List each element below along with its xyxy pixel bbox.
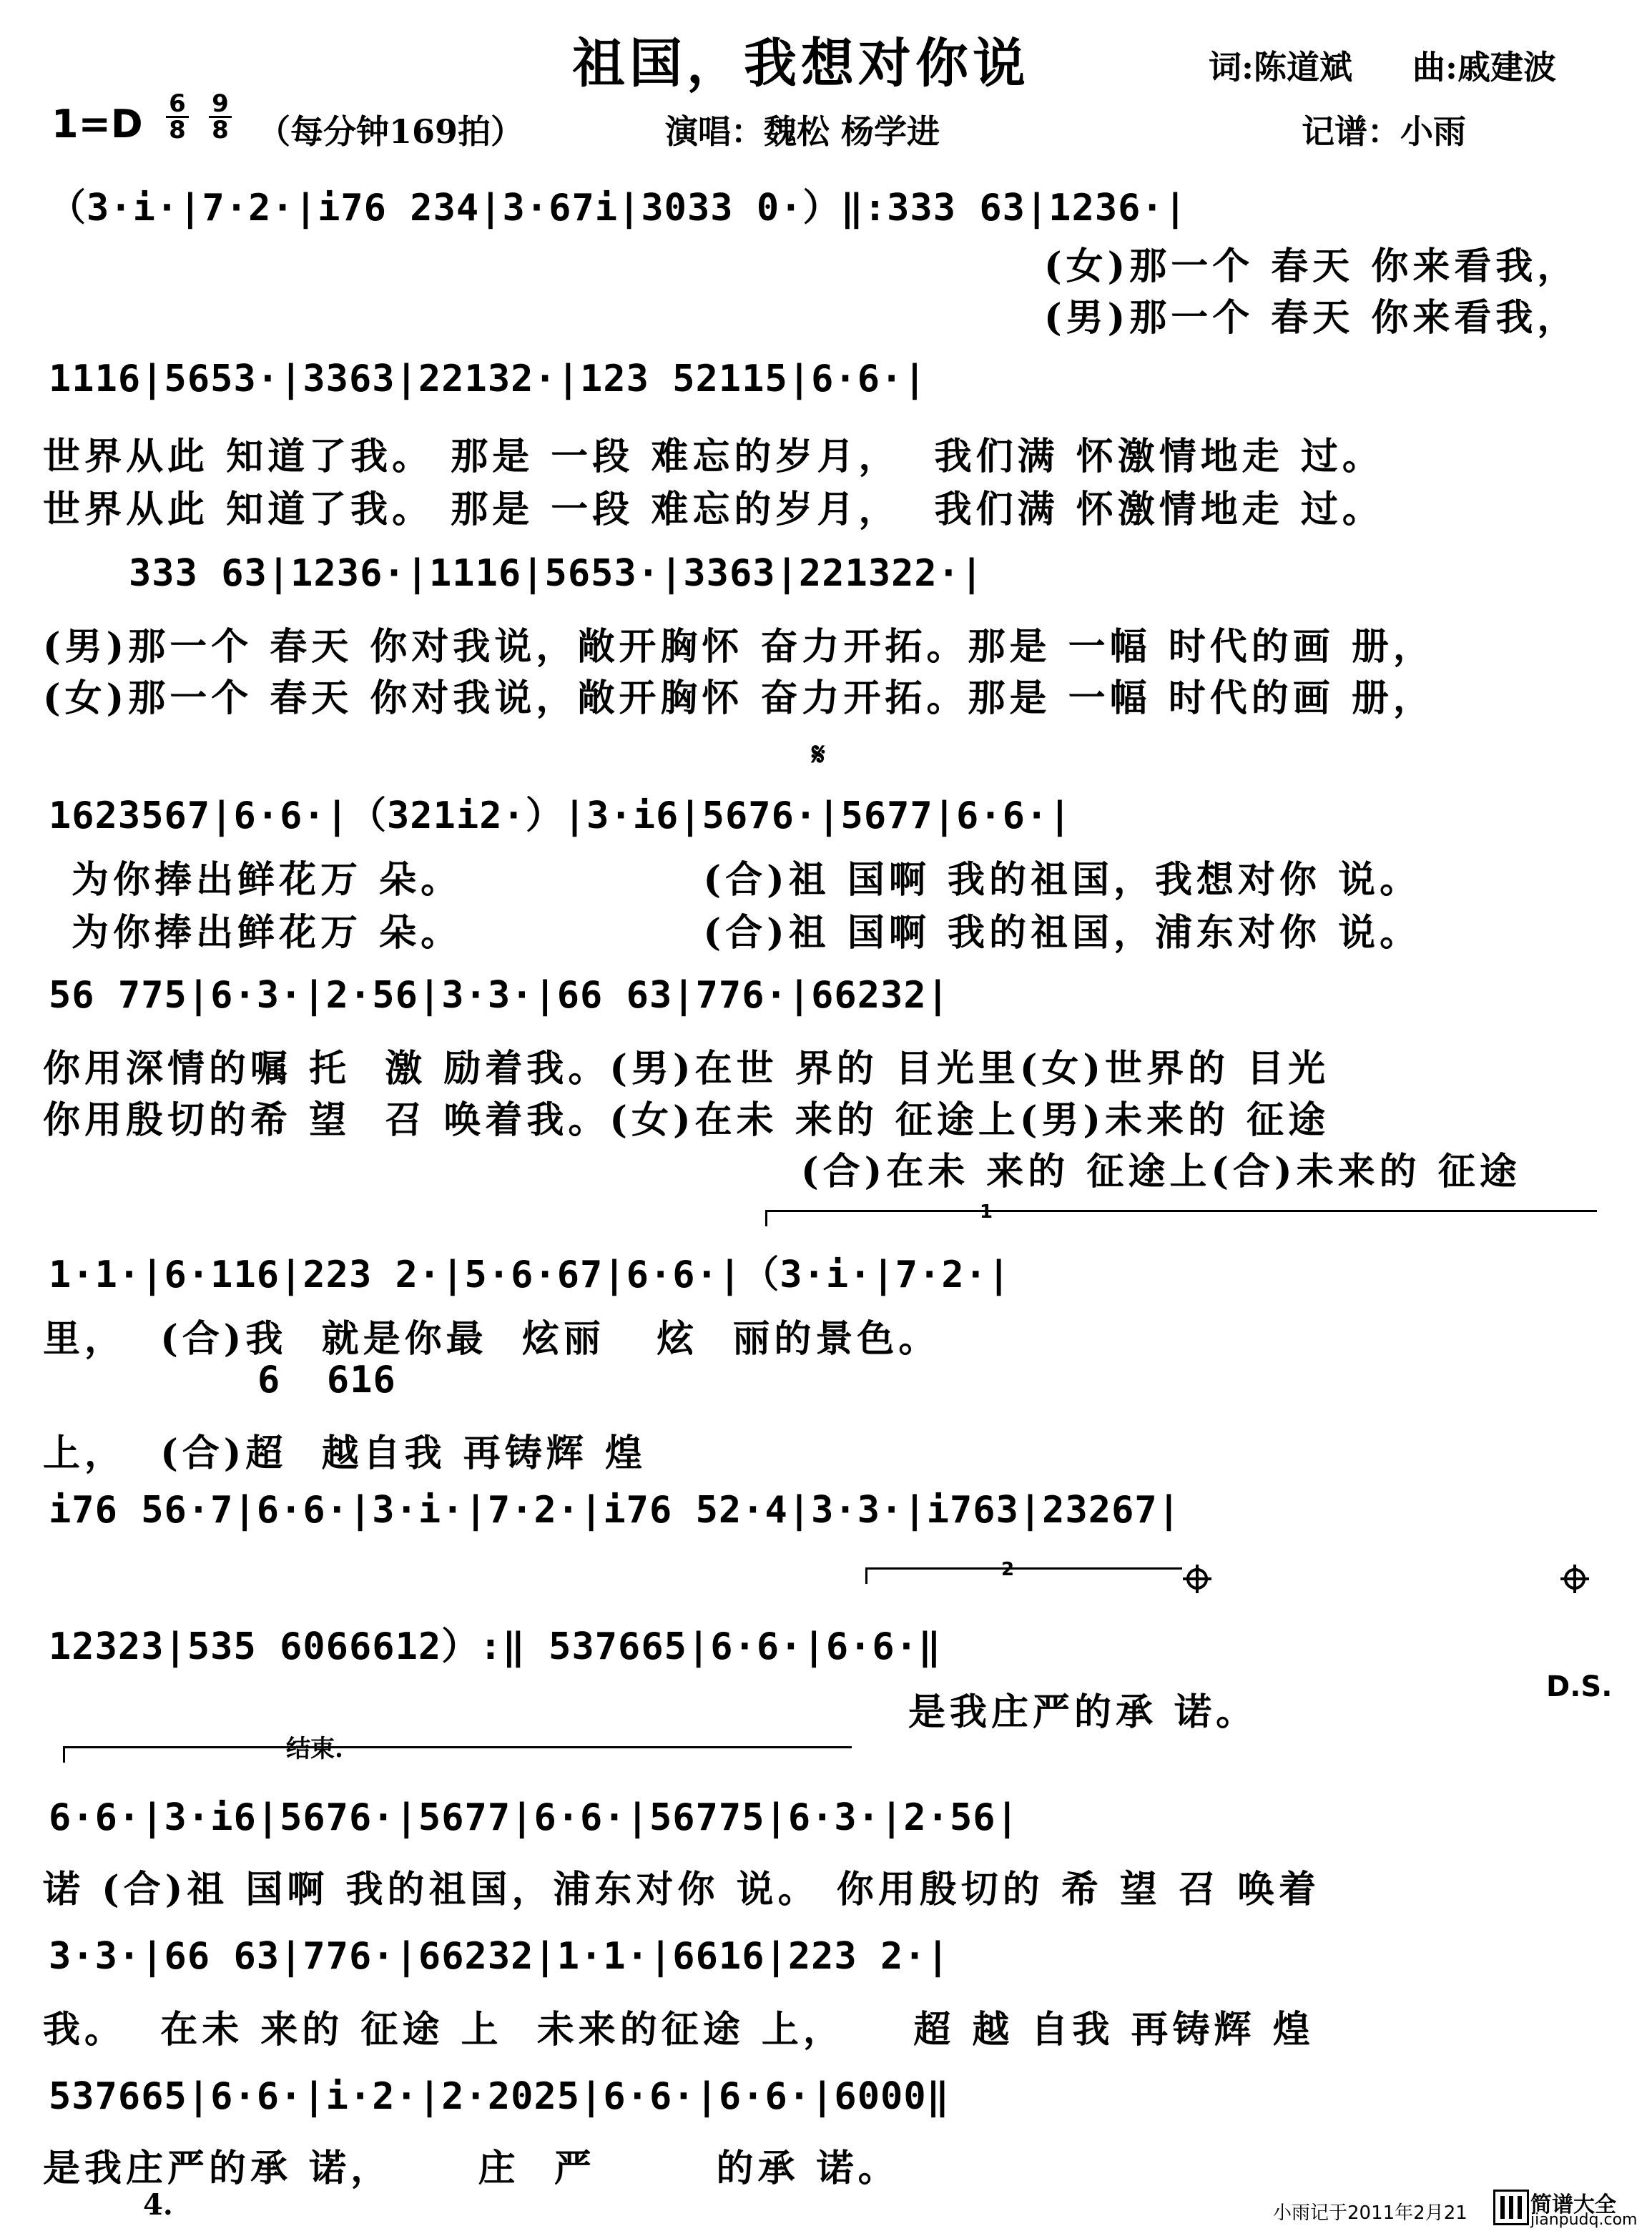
volta-1-number: 1 [980,1201,993,1223]
time-signature-9-8: $\frac{9}{8}$ [209,92,232,142]
notation-row-4: 1623567|6·6·|（321i2·）|3·i6|5676·|5677|6·6·| [49,794,1072,837]
transcriber: 记谱：小雨 [1302,112,1466,151]
lyric-row-9-line-1: 诺 (合)祖 国啊 我的祖国，浦东对你 说。 你用殷切的 希 望 召 唤着 [43,1868,1321,1911]
site-logo [1493,2190,1529,2225]
notation-row-1: （3·i·|7·2·|i76 234|3·67i|3033 0·）‖:333 63|1236·| [49,187,1188,230]
lyric-row-6-line-1: 里， (合)我 就是你最 炫丽 炫 丽的景色。 [43,1317,940,1361]
notation-row-6: 1·1·|6·116|223 2·|5·6·67|6·6·|（3·i·|7·2·| [49,1254,1011,1296]
dal-segno-mark: D.S. [1546,1670,1613,1703]
lyric-row-3-line-2: (女)那一个 春天 你对我说，敞开胸怀 奋力开拓。那是 一幅 时代的画 册， [43,676,1435,720]
lyric-row-1-line-2: (男)那一个 春天 你来看我， [1044,296,1579,340]
lyric-row-11-line-1: 是我庄严的承 诺， 庄 严 的承 诺。 [43,2147,900,2190]
lyric-row-10-line-1: 我。 在未 来的 征途 上 未来的征途 上， 超 越 自我 再铸辉 煌 [43,2008,1314,2052]
page-mark: 4. [143,2188,173,2222]
song-title: 祖国，我想对你说 [572,33,1030,94]
notation-row-9: 6·6·|3·i6|5676·|5677|6·6·|56775|6·3·|2·56| [49,1796,1019,1839]
coda-icon [1181,1563,1213,1595]
alt-notation-row-6: 6 616 [257,1359,396,1402]
lyric-row-1-line-1: (女)那一个 春天 你来看我， [1044,245,1579,288]
lyric-row-8-line-1: 是我庄严的承 诺。 [908,1690,1258,1734]
composer: 曲:戚建波 [1412,48,1556,87]
tempo: （每分钟169拍） [257,112,524,151]
lyricist: 词:陈道斌 [1209,48,1352,87]
lyric-row-5-line-3: (合)在未 来的 征途上(合)未来的 征途 [801,1150,1521,1193]
notation-row-11: 537665|6·6·|i·2·|2·2025|6·6·|6·6·|6000‖ [49,2075,950,2118]
lyric-row-4-line-1: 为你捧出鲜花万 朵。 (合)祖 国啊 我的祖国，我想对你 说。 [72,858,1422,902]
lyric-row-2-line-2: 世界从此 知道了我。 那是 一段 难忘的岁月， 我们满 怀激情地走 过。 [43,488,1384,531]
notation-row-2: 1116|5653·|3363|22132·|123 52115|6·6·| [49,358,927,400]
time-signature-6-8: $\frac{6}{8}$ [166,92,189,142]
ending-label: 结束. [286,1735,343,1763]
notation-row-5: 56 775|6·3·|2·56|3·3·|66 63|776·|66232| [49,974,950,1017]
ending-volta-bracket [63,1746,852,1763]
site-name: 简谱大全 [1530,2192,1616,2217]
notation-row-8: 12323|535 6066612）:‖ 537665|6·6·|6·6·‖ [49,1625,942,1668]
lyric-row-6-line-2: 上， (合)超 越自我 再铸辉 煌 [43,1432,646,1475]
lyric-row-2-line-1: 世界从此 知道了我。 那是 一段 难忘的岁月， 我们满 怀激情地走 过。 [43,435,1384,478]
volta-bracket-1 [765,1210,1597,1226]
transcription-note: 小雨记于2011年2月21 [1273,2202,1467,2224]
volta-2-number: 2 [1001,1559,1015,1580]
segno-mark: 𝄋 [812,737,825,773]
lyric-row-5-line-2: 你用殷切的希 望 召 唤着我。(女)在未 来的 征途上(男)未来的 征途 [43,1098,1330,1142]
singers: 演唱：魏松 杨学进 [665,112,940,151]
notation-row-7: i76 56·7|6·6·|3·i·|7·2·|i76 52·4|3·3·|i763|23267| [49,1489,1181,1532]
notation-row-3: 333 63|1236·|1116|5653·|3363|221322·| [129,552,984,595]
lyric-row-4-line-2: 为你捧出鲜花万 朵。 (合)祖 国啊 我的祖国，浦东对你 说。 [72,911,1422,955]
lyric-row-3-line-1: (男)那一个 春天 你对我说，敞开胸怀 奋力开拓。那是 一幅 时代的画 册， [43,625,1435,669]
coda-icon-2 [1559,1563,1590,1595]
notation-row-10: 3·3·|66 63|776·|66232|1·1·|6616|223 2·| [49,1935,950,1978]
volta-bracket-2 [865,1567,1182,1584]
key-signature: 1=D [51,102,143,147]
site-url: jianpudq.com [1530,2211,1638,2229]
lyric-row-5-line-1: 你用深情的嘱 托 激 励着我。(男)在世 界的 目光里(女)世界的 目光 [43,1047,1330,1090]
bars-icon [1495,2192,1527,2223]
